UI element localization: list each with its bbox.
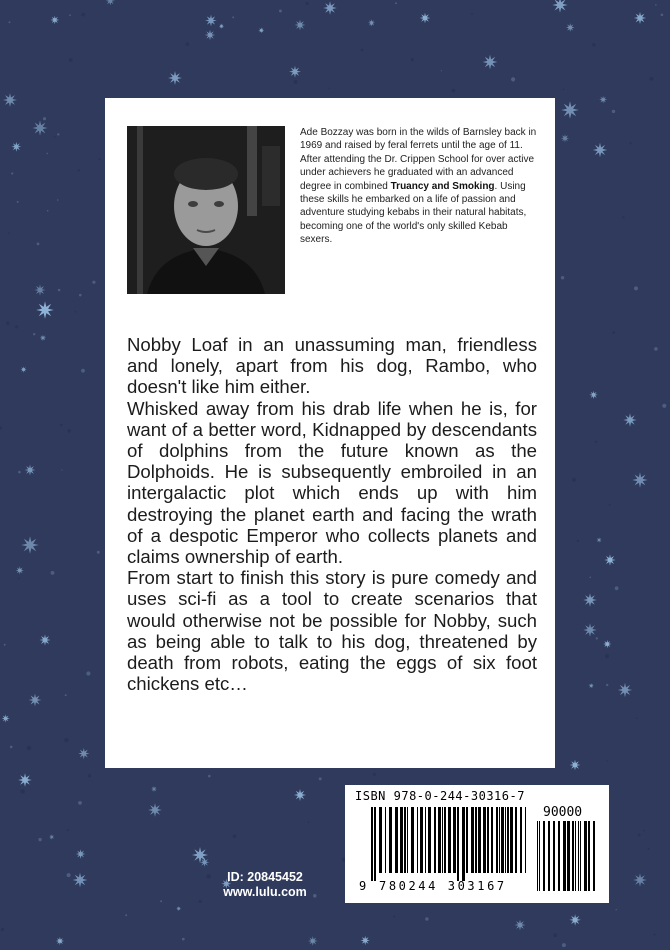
texture-speck — [11, 172, 13, 174]
barcode-bar — [475, 807, 477, 873]
texture-speck — [595, 441, 597, 443]
texture-speck — [1, 928, 4, 931]
star-icon — [16, 566, 24, 574]
star-icon — [176, 906, 181, 911]
texture-speck — [97, 551, 100, 554]
barcode-bar — [543, 821, 545, 891]
ean-first-digit: 9 — [359, 879, 367, 893]
texture-speck — [75, 311, 77, 313]
texture-speck — [319, 777, 322, 780]
publisher-site: www.lulu.com — [223, 885, 307, 899]
texture-speck — [199, 900, 202, 903]
barcode-bar — [572, 821, 574, 891]
barcode-bar — [483, 807, 486, 873]
star-icon — [618, 683, 632, 697]
barcode-addon-number: 90000 — [543, 805, 583, 820]
texture-speck — [81, 13, 85, 17]
texture-speck — [654, 347, 658, 351]
texture-speck — [15, 325, 18, 328]
barcode-bar — [444, 807, 446, 873]
texture-speck — [43, 117, 46, 120]
texture-speck — [57, 199, 59, 201]
barcode-bar — [442, 807, 443, 873]
star-icon — [633, 873, 647, 887]
texture-speck — [20, 789, 24, 793]
texture-speck — [605, 654, 609, 658]
texture-speck — [561, 276, 564, 279]
barcode-bar — [428, 807, 431, 873]
texture-speck — [393, 916, 395, 918]
star-icon — [593, 143, 607, 157]
barcode-bar — [478, 807, 481, 873]
texture-speck — [562, 943, 566, 947]
texture-speck — [86, 671, 90, 675]
texture-speck — [78, 801, 82, 805]
author-bio-text: Ade Bozzay was born in the wilds of Barnsley back in 1969 and raised by feral ferrets until the age of 11. After attending the Dr. Crippen School for over active under achievers he graduated with an advanced degree in combined — [300, 127, 537, 192]
barcode-bar — [558, 821, 560, 891]
texture-speck — [38, 838, 41, 841]
star-icon — [483, 55, 498, 70]
blurb-paragraph-1: Nobby Loaf in an unassuming man, friendless and lonely, apart from his dog, Rambo, who doesn't like him either. — [127, 334, 537, 398]
barcode-bar — [575, 821, 576, 891]
star-icon — [29, 694, 42, 707]
barcode-bar — [462, 807, 465, 881]
barcode-bar — [374, 807, 376, 881]
texture-speck — [69, 58, 73, 62]
texture-speck — [650, 77, 654, 81]
barcode-bar — [395, 807, 398, 873]
barcode-bar — [525, 807, 526, 873]
barcode-bar — [507, 807, 509, 873]
barcode-bar — [400, 807, 403, 873]
star-icon — [323, 1, 337, 15]
texture-speck — [563, 89, 565, 91]
barcode-bar — [578, 821, 579, 891]
texture-speck — [616, 909, 617, 910]
texture-speck — [67, 829, 69, 831]
barcode-bar — [417, 807, 418, 873]
texture-speck — [452, 89, 456, 93]
texture-speck — [99, 158, 101, 160]
texture-speck — [361, 49, 364, 52]
texture-speck — [634, 286, 638, 290]
star-icon — [632, 472, 647, 487]
barcode-bar — [404, 807, 406, 873]
barcode-bar — [520, 807, 522, 873]
texture-speck — [589, 577, 591, 579]
texture-speck — [79, 294, 82, 297]
texture-speck — [47, 210, 49, 212]
texture-speck — [622, 216, 624, 218]
author-bio-text-end: . Using these skills he embarked on a life of passion and adventure studying kebabs in their natural habitats, becoming one of the world's only skilled Kebab sexers. — [300, 180, 527, 246]
texture-speck — [638, 834, 641, 837]
barcode-bar — [593, 821, 595, 891]
texture-speck — [10, 746, 13, 749]
star-icon — [561, 101, 579, 119]
author-bio-highlight: Truancy and Smoking — [390, 180, 495, 192]
texture-speck — [67, 429, 71, 433]
texture-speck — [64, 738, 68, 742]
texture-speck — [9, 21, 11, 23]
book-blurb — [127, 334, 537, 694]
star-icon — [34, 284, 45, 295]
publisher-id: ID: 20845452 — [227, 870, 303, 884]
texture-speck — [6, 322, 9, 325]
barcode-bar — [487, 807, 489, 873]
texture-speck — [572, 478, 576, 482]
texture-speck — [18, 471, 21, 474]
texture-speck — [160, 900, 162, 902]
star-icon — [570, 760, 581, 771]
texture-speck — [92, 281, 95, 284]
barcode-bar — [584, 821, 587, 891]
texture-speck — [233, 835, 237, 839]
texture-speck — [51, 571, 55, 575]
texture-speck — [661, 14, 664, 17]
texture-speck — [569, 29, 570, 30]
star-icon — [20, 366, 26, 372]
texture-speck — [61, 469, 62, 470]
star-icon — [18, 773, 32, 787]
texture-speck — [655, 4, 657, 6]
texture-speck — [654, 934, 656, 936]
texture-speck — [643, 830, 645, 832]
barcode-bar — [588, 821, 590, 891]
author-bio — [300, 126, 542, 247]
star-icon — [566, 23, 575, 32]
star-icon — [36, 301, 54, 319]
texture-speck — [471, 13, 473, 15]
texture-speck — [395, 2, 397, 4]
barcode-bar — [385, 807, 386, 873]
barcode-bar — [425, 807, 426, 873]
texture-speck — [232, 16, 234, 18]
barcode-bar — [471, 807, 474, 873]
barcode-bar — [434, 807, 436, 873]
texture-speck — [596, 637, 598, 639]
barcode-bar — [411, 807, 414, 873]
texture-speck — [592, 43, 595, 46]
texture-speck — [306, 2, 309, 5]
texture-speck — [125, 914, 127, 916]
texture-speck — [612, 331, 615, 334]
barcode-bar — [580, 821, 581, 891]
barcode-bar — [420, 807, 423, 873]
barcode-bar — [515, 807, 517, 873]
barcode-bar — [505, 807, 506, 873]
author-photo — [127, 126, 285, 294]
back-cover-panel — [105, 98, 555, 768]
texture-speck — [607, 760, 608, 761]
texture-speck — [60, 424, 62, 426]
texture-speck — [294, 80, 298, 84]
blurb-paragraph-3: From start to finish this story is pure comedy and uses sci-fi as a tool to create scenarios that would otherwise not be possible for Nobby, such as being able to talk to his dog, threatened by death from robots, eating the eggs of six foot chickens etc… — [127, 567, 537, 695]
barcode-bar — [371, 807, 373, 881]
texture-speck — [373, 773, 376, 776]
texture-speck — [441, 70, 442, 71]
texture-speck — [425, 917, 428, 920]
star-icon — [148, 803, 162, 817]
blurb-paragraph-2: Whisked away from his drab life when he is, for want of a better word, Kidnapped by descendants of dolphins from the future known as the Dolphoids. He is subsequently embroiled in an intergalactic plot which ends up with him destroying the planet earth and facing the wrath of a despotic Emperor who collects planets and claims ownership of earth. — [127, 397, 537, 568]
texture-speck — [279, 10, 282, 13]
star-icon — [151, 786, 157, 792]
texture-speck — [17, 201, 19, 203]
texture-speck — [511, 77, 515, 81]
texture-speck — [88, 774, 91, 777]
star-icon — [634, 12, 646, 24]
barcode-bar — [491, 807, 493, 873]
texture-speck — [69, 14, 71, 16]
ean-digits: 780244 303167 — [379, 879, 507, 893]
texture-speck — [662, 404, 666, 408]
texture-speck — [411, 58, 414, 61]
barcode-bar — [539, 821, 540, 891]
barcode-bar — [453, 807, 456, 873]
texture-speck — [58, 289, 61, 292]
barcode-bar — [510, 807, 513, 873]
star-icon — [56, 937, 64, 945]
barcode-bar — [553, 821, 555, 891]
texture-speck — [33, 333, 35, 335]
texture-speck — [577, 540, 579, 542]
star-icon — [21, 536, 39, 554]
barcode-bar — [438, 807, 441, 873]
texture-speck — [182, 938, 185, 941]
star-icon — [515, 920, 526, 931]
barcode-bar — [563, 821, 566, 891]
texture-speck — [67, 873, 71, 877]
texture-speck — [615, 586, 619, 590]
texture-speck — [636, 718, 638, 720]
star-icon — [583, 593, 597, 607]
texture-speck — [612, 110, 615, 113]
star-icon — [49, 834, 55, 840]
star-icon — [604, 554, 615, 565]
star-icon — [168, 71, 182, 85]
star-icon — [603, 640, 611, 648]
texture-speck — [208, 775, 211, 778]
star-icon — [583, 623, 597, 637]
barcode-bar — [567, 821, 570, 891]
texture-speck — [57, 133, 59, 135]
texture-speck — [4, 644, 6, 646]
texture-speck — [329, 88, 330, 89]
texture-speck — [18, 578, 20, 580]
texture-speck — [308, 822, 310, 824]
texture-speck — [47, 153, 49, 155]
texture-speck — [81, 369, 85, 373]
star-icon — [39, 634, 50, 645]
texture-speck — [27, 746, 31, 750]
barcode-bar — [499, 807, 500, 873]
barcode-bar — [466, 807, 468, 873]
star-icon — [623, 413, 636, 426]
isbn-label: ISBN 978-0-244-30316-7 — [355, 789, 525, 803]
texture-speck — [186, 42, 190, 46]
star-icon — [205, 30, 215, 40]
star-icon — [25, 465, 36, 476]
texture-speck — [553, 933, 557, 937]
texture-speck — [8, 232, 10, 234]
barcode-bar — [501, 807, 504, 873]
barcode-bar — [457, 807, 459, 881]
barcode-bar — [537, 821, 538, 891]
star-icon — [569, 914, 581, 926]
texture-speck — [37, 243, 40, 246]
texture-speck — [78, 169, 80, 171]
texture-speck — [207, 874, 211, 878]
barcode-bar — [407, 807, 408, 873]
publisher-info — [215, 870, 315, 900]
texture-speck — [609, 504, 611, 506]
isbn-barcode — [345, 785, 609, 903]
star-icon — [3, 93, 17, 107]
barcode-bar — [389, 807, 392, 873]
star-icon — [295, 20, 306, 31]
texture-speck — [65, 694, 67, 696]
texture-speck — [606, 684, 608, 686]
star-icon — [294, 789, 306, 801]
texture-speck — [629, 142, 631, 144]
barcode-bar — [379, 807, 382, 873]
texture-speck — [54, 136, 56, 138]
star-icon — [420, 13, 431, 24]
star-icon — [73, 873, 88, 888]
barcode-bar — [448, 807, 451, 873]
texture-speck — [648, 848, 650, 850]
barcode-bar — [496, 807, 498, 873]
star-icon — [32, 120, 47, 135]
barcode-bar — [548, 821, 550, 891]
